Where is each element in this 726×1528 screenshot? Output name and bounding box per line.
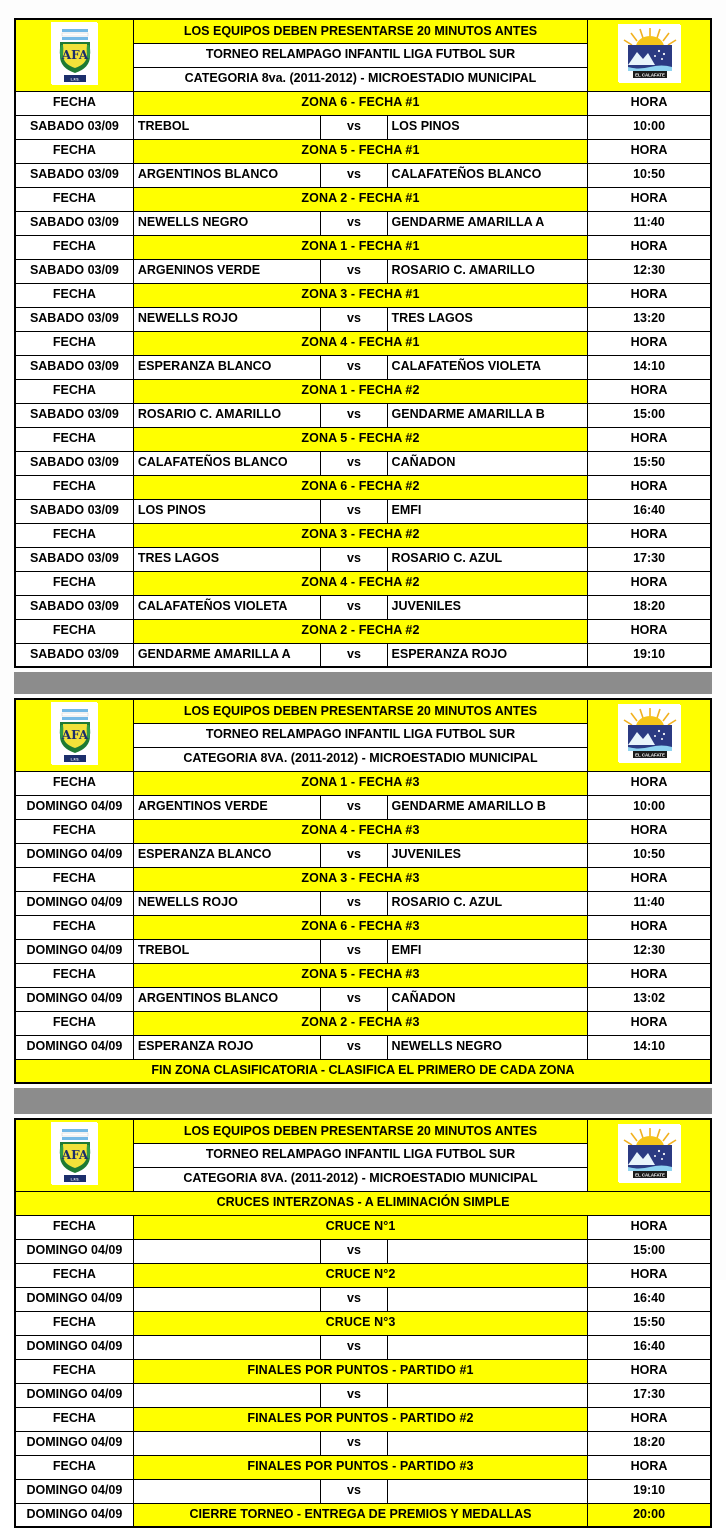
match-date: DOMINGO 04/09 bbox=[15, 1035, 133, 1059]
match-time: 17:30 bbox=[588, 1383, 711, 1407]
match-row bbox=[15, 547, 711, 571]
match-date: SABADO 03/09 bbox=[15, 403, 133, 427]
hora-column-label: HORA bbox=[588, 1263, 711, 1287]
match-date: SABADO 03/09 bbox=[15, 115, 133, 139]
zone-label: ZONA 4 - FECHA #3 bbox=[133, 819, 587, 843]
home-team: ARGENTINOS VERDE bbox=[133, 795, 321, 819]
qualifying-end-text: FIN ZONA CLASIFICATORIA - CLASIFICA EL PRIMERO DE CADA ZONA bbox=[15, 1059, 711, 1083]
match-row bbox=[15, 499, 711, 523]
match-time: 19:10 bbox=[588, 1479, 711, 1503]
svg-text:AFA: AFA bbox=[62, 728, 89, 743]
zone-label: ZONA 3 - FECHA #2 bbox=[133, 523, 587, 547]
table2-body bbox=[15, 699, 711, 771]
zone-label: FINALES POR PUNTOS - PARTIDO #3 bbox=[133, 1455, 587, 1479]
fecha-column-label: FECHA bbox=[15, 379, 133, 403]
afa-shield-icon bbox=[51, 1122, 97, 1184]
home-team: TREBOL bbox=[133, 939, 321, 963]
match-row bbox=[15, 163, 711, 187]
match-time: 15:00 bbox=[588, 403, 711, 427]
match-time: 14:10 bbox=[588, 355, 711, 379]
home-team: ARGENINOS VERDE bbox=[133, 259, 321, 283]
fecha-column-label: FECHA bbox=[15, 235, 133, 259]
fecha-column-label: FECHA bbox=[15, 139, 133, 163]
tournament-title: TORNEO RELAMPAGO INFANTIL LIGA FUTBOL SUR bbox=[133, 723, 587, 747]
match-row bbox=[15, 1383, 711, 1407]
calafate-logo-cell bbox=[588, 699, 711, 771]
hora-column-label: HORA bbox=[588, 331, 711, 355]
zone-label: ZONA 3 - FECHA #3 bbox=[133, 867, 587, 891]
svg-text:EL CALAFATE: EL CALAFATE bbox=[635, 1172, 665, 1178]
svg-text:EL CALAFATE: EL CALAFATE bbox=[635, 72, 665, 78]
home-team bbox=[133, 1239, 321, 1263]
fecha-column-label: FECHA bbox=[15, 619, 133, 643]
home-team: GENDARME AMARILLA A bbox=[133, 643, 321, 667]
afa-shield-icon bbox=[51, 22, 97, 84]
vs-label: vs bbox=[321, 115, 387, 139]
match-time: 18:20 bbox=[588, 595, 711, 619]
hora-column-label: HORA bbox=[588, 283, 711, 307]
match-time: 18:20 bbox=[588, 1431, 711, 1455]
away-team: EMFI bbox=[387, 499, 588, 523]
match-row bbox=[15, 1035, 711, 1059]
match-date: SABADO 03/09 bbox=[15, 499, 133, 523]
away-team: ESPERANZA ROJO bbox=[387, 643, 588, 667]
notice-text: LOS EQUIPOS DEBEN PRESENTARSE 20 MINUTOS ANTES bbox=[133, 1119, 587, 1143]
zone-label: CRUCE N°1 bbox=[133, 1215, 587, 1239]
vs-label: vs bbox=[321, 1383, 387, 1407]
zone-header-row bbox=[15, 771, 711, 795]
fecha-column-label: FECHA bbox=[15, 91, 133, 115]
tournament-subtitle: CATEGORIA 8VA. (2011-2012) - MICROESTADIO MUNICIPAL bbox=[133, 747, 587, 771]
match-row bbox=[15, 891, 711, 915]
match-date: DOMINGO 04/09 bbox=[15, 795, 133, 819]
away-team: CALAFATEÑOS VIOLETA bbox=[387, 355, 588, 379]
match-date: SABADO 03/09 bbox=[15, 355, 133, 379]
hora-column-label: HORA bbox=[588, 819, 711, 843]
match-row bbox=[15, 259, 711, 283]
vs-label: vs bbox=[321, 1035, 387, 1059]
away-team: GENDARME AMARILLA A bbox=[387, 211, 588, 235]
away-team: CAÑADON bbox=[387, 451, 588, 475]
home-team: LOS PINOS bbox=[133, 499, 321, 523]
away-team: ROSARIO C. AMARILLO bbox=[387, 259, 588, 283]
header-row-notice bbox=[15, 1119, 711, 1143]
match-time: 17:30 bbox=[588, 547, 711, 571]
zone-label: ZONA 4 - FECHA #2 bbox=[133, 571, 587, 595]
match-row bbox=[15, 843, 711, 867]
vs-label: vs bbox=[321, 499, 387, 523]
hora-column-label: HORA bbox=[588, 1359, 711, 1383]
hora-column-label: HORA bbox=[588, 475, 711, 499]
zone-header-row bbox=[15, 867, 711, 891]
away-team bbox=[387, 1287, 588, 1311]
zone-label: ZONA 5 - FECHA #1 bbox=[133, 139, 587, 163]
fecha-column-label: FECHA bbox=[15, 1311, 133, 1335]
match-time: 11:40 bbox=[588, 211, 711, 235]
match-date: DOMINGO 04/09 bbox=[15, 1335, 133, 1359]
svg-text:L.F.S.: L.F.S. bbox=[70, 757, 80, 762]
match-row bbox=[15, 355, 711, 379]
fecha-column-label: FECHA bbox=[15, 475, 133, 499]
match-row bbox=[15, 795, 711, 819]
vs-label: vs bbox=[321, 403, 387, 427]
vs-label: vs bbox=[321, 163, 387, 187]
calafate-logo-cell bbox=[588, 19, 711, 91]
away-team bbox=[387, 1383, 588, 1407]
zone-label: ZONA 6 - FECHA #3 bbox=[133, 915, 587, 939]
section-separator-2 bbox=[14, 1088, 712, 1114]
table3-body bbox=[15, 1119, 711, 1215]
hora-column-label: HORA bbox=[588, 771, 711, 795]
afa-logo-cell bbox=[15, 1119, 133, 1191]
vs-label: vs bbox=[321, 1335, 387, 1359]
zone-label: ZONA 1 - FECHA #1 bbox=[133, 235, 587, 259]
home-team: ARGENTINOS BLANCO bbox=[133, 163, 321, 187]
fecha-column-label: FECHA bbox=[15, 571, 133, 595]
home-team: TRES LAGOS bbox=[133, 547, 321, 571]
away-team: JUVENILES bbox=[387, 843, 588, 867]
vs-label: vs bbox=[321, 643, 387, 667]
home-team: CALAFATEÑOS BLANCO bbox=[133, 451, 321, 475]
zone-label: ZONA 6 - FECHA #2 bbox=[133, 475, 587, 499]
fecha-column-label: FECHA bbox=[15, 963, 133, 987]
zone-header-row bbox=[15, 427, 711, 451]
vs-label: vs bbox=[321, 595, 387, 619]
zone-header-row bbox=[15, 619, 711, 643]
zone-header-row bbox=[15, 379, 711, 403]
zone-header-row bbox=[15, 819, 711, 843]
svg-text:EL CALAFATE: EL CALAFATE bbox=[635, 752, 665, 758]
home-team: ARGENTINOS BLANCO bbox=[133, 987, 321, 1011]
zone-header-row bbox=[15, 1359, 711, 1383]
match-row bbox=[15, 1335, 711, 1359]
svg-text:AFA: AFA bbox=[62, 1148, 89, 1163]
schedule-table-knockout bbox=[14, 1118, 712, 1528]
zone-label: ZONA 5 - FECHA #3 bbox=[133, 963, 587, 987]
match-time: 14:10 bbox=[588, 1035, 711, 1059]
home-team bbox=[133, 1383, 321, 1407]
zone-header-row bbox=[15, 915, 711, 939]
svg-text:L.F.S.: L.F.S. bbox=[70, 77, 80, 82]
interzone-band-row bbox=[15, 1191, 711, 1215]
away-team: GENDARME AMARILLO B bbox=[387, 795, 588, 819]
match-date: SABADO 03/09 bbox=[15, 643, 133, 667]
home-team: NEWELLS ROJO bbox=[133, 307, 321, 331]
home-team: NEWELLS ROJO bbox=[133, 891, 321, 915]
zone-label: FINALES POR PUNTOS - PARTIDO #2 bbox=[133, 1407, 587, 1431]
match-row bbox=[15, 939, 711, 963]
afa-logo-cell bbox=[15, 699, 133, 771]
fecha-column-label: FECHA bbox=[15, 283, 133, 307]
table3-match-rows bbox=[15, 1215, 711, 1503]
home-team bbox=[133, 1479, 321, 1503]
match-row bbox=[15, 643, 711, 667]
away-team: ROSARIO C. AZUL bbox=[387, 547, 588, 571]
away-team: EMFI bbox=[387, 939, 588, 963]
calafate-logo-cell bbox=[588, 1119, 711, 1191]
away-team bbox=[387, 1239, 588, 1263]
zone-header-row bbox=[15, 187, 711, 211]
away-team bbox=[387, 1479, 588, 1503]
match-row bbox=[15, 1431, 711, 1455]
hora-column-label: HORA bbox=[588, 427, 711, 451]
hora-column-label: HORA bbox=[588, 571, 711, 595]
home-team: ESPERANZA BLANCO bbox=[133, 843, 321, 867]
fecha-column-label: FECHA bbox=[15, 187, 133, 211]
away-team: CAÑADON bbox=[387, 987, 588, 1011]
vs-label: vs bbox=[321, 1239, 387, 1263]
closing-date: DOMINGO 04/09 bbox=[15, 1503, 133, 1527]
notice-text: LOS EQUIPOS DEBEN PRESENTARSE 20 MINUTOS ANTES bbox=[133, 699, 587, 723]
home-team: CALAFATEÑOS VIOLETA bbox=[133, 595, 321, 619]
hora-column-label: HORA bbox=[588, 619, 711, 643]
away-team bbox=[387, 1335, 588, 1359]
match-time: 12:30 bbox=[588, 939, 711, 963]
hora-column-label: HORA bbox=[588, 139, 711, 163]
zone-label: ZONA 2 - FECHA #2 bbox=[133, 619, 587, 643]
hora-column-label: HORA bbox=[588, 867, 711, 891]
match-date: DOMINGO 04/09 bbox=[15, 987, 133, 1011]
closing-row bbox=[15, 1503, 711, 1527]
hora-column-label: HORA bbox=[588, 91, 711, 115]
fecha-column-label: FECHA bbox=[15, 427, 133, 451]
tournament-title: TORNEO RELAMPAGO INFANTIL LIGA FUTBOL SUR bbox=[133, 1143, 587, 1167]
zone-label: ZONA 3 - FECHA #1 bbox=[133, 283, 587, 307]
match-row bbox=[15, 1239, 711, 1263]
match-date: DOMINGO 04/09 bbox=[15, 1479, 133, 1503]
hora-column-label: HORA bbox=[588, 963, 711, 987]
fecha-column-label: FECHA bbox=[15, 915, 133, 939]
zone-header-row bbox=[15, 1311, 711, 1335]
fecha-column-label: FECHA bbox=[15, 1011, 133, 1035]
match-row bbox=[15, 451, 711, 475]
hora-column-label: HORA bbox=[588, 1407, 711, 1431]
zone-header-row bbox=[15, 91, 711, 115]
table1-body bbox=[15, 19, 711, 91]
qualifying-end-row bbox=[15, 1059, 711, 1083]
zone-header-row bbox=[15, 1011, 711, 1035]
fecha-column-label: FECHA bbox=[15, 1263, 133, 1287]
match-row bbox=[15, 403, 711, 427]
zone-label: CRUCE N°2 bbox=[133, 1263, 587, 1287]
away-team: JUVENILES bbox=[387, 595, 588, 619]
zone-label: FINALES POR PUNTOS - PARTIDO #1 bbox=[133, 1359, 587, 1383]
tournament-title: TORNEO RELAMPAGO INFANTIL LIGA FUTBOL SUR bbox=[133, 43, 587, 67]
zone-header-row bbox=[15, 963, 711, 987]
fecha-column-label: FECHA bbox=[15, 771, 133, 795]
match-time: 11:40 bbox=[588, 891, 711, 915]
zone-label: ZONA 4 - FECHA #1 bbox=[133, 331, 587, 355]
zone-header-row bbox=[15, 1215, 711, 1239]
match-row bbox=[15, 307, 711, 331]
match-date: DOMINGO 04/09 bbox=[15, 1239, 133, 1263]
zone-label: ZONA 2 - FECHA #3 bbox=[133, 1011, 587, 1035]
hora-column-label: HORA bbox=[588, 523, 711, 547]
match-date: DOMINGO 04/09 bbox=[15, 891, 133, 915]
away-team bbox=[387, 1431, 588, 1455]
home-team bbox=[133, 1431, 321, 1455]
schedule-table-sunday bbox=[14, 698, 712, 1084]
afa-shield-icon bbox=[51, 702, 97, 764]
vs-label: vs bbox=[321, 211, 387, 235]
match-time: 10:50 bbox=[588, 163, 711, 187]
vs-label: vs bbox=[321, 795, 387, 819]
match-date: DOMINGO 04/09 bbox=[15, 939, 133, 963]
match-time: 10:00 bbox=[588, 795, 711, 819]
vs-label: vs bbox=[321, 355, 387, 379]
match-date: SABADO 03/09 bbox=[15, 259, 133, 283]
zone-label: ZONA 2 - FECHA #1 bbox=[133, 187, 587, 211]
zone-label: ZONA 5 - FECHA #2 bbox=[133, 427, 587, 451]
zone-label: ZONA 6 - FECHA #1 bbox=[133, 91, 587, 115]
match-time: 13:20 bbox=[588, 307, 711, 331]
hora-column-label: HORA bbox=[588, 187, 711, 211]
fecha-column-label: FECHA bbox=[15, 1359, 133, 1383]
match-row bbox=[15, 115, 711, 139]
match-date: SABADO 03/09 bbox=[15, 163, 133, 187]
match-date: SABADO 03/09 bbox=[15, 211, 133, 235]
home-team: ROSARIO C. AMARILLO bbox=[133, 403, 321, 427]
match-time: 10:00 bbox=[588, 115, 711, 139]
match-date: DOMINGO 04/09 bbox=[15, 843, 133, 867]
table2-footer bbox=[15, 1059, 711, 1083]
svg-text:L.F.S.: L.F.S. bbox=[70, 1177, 80, 1182]
match-time: 16:40 bbox=[588, 1335, 711, 1359]
away-team: LOS PINOS bbox=[387, 115, 588, 139]
zone-header-row bbox=[15, 283, 711, 307]
fecha-column-label: FECHA bbox=[15, 523, 133, 547]
hora-column-label: 15:50 bbox=[588, 1311, 711, 1335]
zone-header-row bbox=[15, 571, 711, 595]
home-team: NEWELLS NEGRO bbox=[133, 211, 321, 235]
vs-label: vs bbox=[321, 843, 387, 867]
match-time: 10:50 bbox=[588, 843, 711, 867]
table3-closing bbox=[15, 1503, 711, 1527]
tournament-subtitle: CATEGORIA 8va. (2011-2012) - MICROESTADIO MUNICIPAL bbox=[133, 67, 587, 91]
zone-header-row bbox=[15, 235, 711, 259]
home-team: ESPERANZA ROJO bbox=[133, 1035, 321, 1059]
vs-label: vs bbox=[321, 939, 387, 963]
closing-text: CIERRE TORNEO - ENTREGA DE PREMIOS Y MEDALLAS bbox=[133, 1503, 587, 1527]
match-row bbox=[15, 595, 711, 619]
hora-column-label: HORA bbox=[588, 1455, 711, 1479]
home-team: ESPERANZA BLANCO bbox=[133, 355, 321, 379]
el-calafate-coat-of-arms-icon bbox=[618, 704, 680, 762]
away-team: NEWELLS NEGRO bbox=[387, 1035, 588, 1059]
zone-label: ZONA 1 - FECHA #3 bbox=[133, 771, 587, 795]
zone-label: CRUCE N°3 bbox=[133, 1311, 587, 1335]
zone-header-row bbox=[15, 331, 711, 355]
match-row bbox=[15, 987, 711, 1011]
zone-header-row bbox=[15, 1407, 711, 1431]
schedule-table-saturday bbox=[14, 18, 712, 668]
header-row-notice bbox=[15, 19, 711, 43]
fecha-column-label: FECHA bbox=[15, 1215, 133, 1239]
hora-column-label: HORA bbox=[588, 379, 711, 403]
svg-text:AFA: AFA bbox=[62, 48, 89, 63]
hora-column-label: HORA bbox=[588, 1215, 711, 1239]
match-time: 19:10 bbox=[588, 643, 711, 667]
away-team: CALAFATEÑOS BLANCO bbox=[387, 163, 588, 187]
match-date: DOMINGO 04/09 bbox=[15, 1287, 133, 1311]
match-time: 16:40 bbox=[588, 499, 711, 523]
home-team bbox=[133, 1335, 321, 1359]
fecha-column-label: FECHA bbox=[15, 1455, 133, 1479]
vs-label: vs bbox=[321, 259, 387, 283]
table1-match-rows bbox=[15, 91, 711, 667]
section-separator-1 bbox=[14, 672, 712, 694]
away-team: TRES LAGOS bbox=[387, 307, 588, 331]
fecha-column-label: FECHA bbox=[15, 331, 133, 355]
vs-label: vs bbox=[321, 1287, 387, 1311]
notice-text: LOS EQUIPOS DEBEN PRESENTARSE 20 MINUTOS ANTES bbox=[133, 19, 587, 43]
vs-label: vs bbox=[321, 307, 387, 331]
match-row bbox=[15, 1479, 711, 1503]
hora-column-label: HORA bbox=[588, 915, 711, 939]
zone-header-row bbox=[15, 139, 711, 163]
vs-label: vs bbox=[321, 987, 387, 1011]
home-team bbox=[133, 1287, 321, 1311]
hora-column-label: HORA bbox=[588, 235, 711, 259]
fecha-column-label: FECHA bbox=[15, 867, 133, 891]
header-row-notice bbox=[15, 699, 711, 723]
match-row bbox=[15, 211, 711, 235]
match-time: 16:40 bbox=[588, 1287, 711, 1311]
vs-label: vs bbox=[321, 1431, 387, 1455]
away-team: GENDARME AMARILLA B bbox=[387, 403, 588, 427]
match-time: 15:50 bbox=[588, 451, 711, 475]
match-row bbox=[15, 1287, 711, 1311]
zone-header-row bbox=[15, 475, 711, 499]
table2-match-rows bbox=[15, 771, 711, 1059]
vs-label: vs bbox=[321, 451, 387, 475]
match-date: SABADO 03/09 bbox=[15, 595, 133, 619]
zone-header-row bbox=[15, 523, 711, 547]
afa-logo-cell bbox=[15, 19, 133, 91]
el-calafate-coat-of-arms-icon bbox=[618, 24, 680, 82]
match-date: DOMINGO 04/09 bbox=[15, 1431, 133, 1455]
zone-label: ZONA 1 - FECHA #2 bbox=[133, 379, 587, 403]
hora-column-label: HORA bbox=[588, 1011, 711, 1035]
interzone-band-text: CRUCES INTERZONAS - A ELIMINACIÓN SIMPLE bbox=[15, 1191, 711, 1215]
closing-time: 20:00 bbox=[588, 1503, 711, 1527]
match-time: 12:30 bbox=[588, 259, 711, 283]
match-date: DOMINGO 04/09 bbox=[15, 1383, 133, 1407]
match-date: SABADO 03/09 bbox=[15, 547, 133, 571]
zone-header-row bbox=[15, 1455, 711, 1479]
match-date: SABADO 03/09 bbox=[15, 451, 133, 475]
match-time: 15:00 bbox=[588, 1239, 711, 1263]
home-team: TREBOL bbox=[133, 115, 321, 139]
match-time: 13:02 bbox=[588, 987, 711, 1011]
away-team: ROSARIO C. AZUL bbox=[387, 891, 588, 915]
vs-label: vs bbox=[321, 891, 387, 915]
match-date: SABADO 03/09 bbox=[15, 307, 133, 331]
tournament-subtitle: CATEGORIA 8VA. (2011-2012) - MICROESTADIO MUNICIPAL bbox=[133, 1167, 587, 1191]
vs-label: vs bbox=[321, 547, 387, 571]
fecha-column-label: FECHA bbox=[15, 819, 133, 843]
fecha-column-label: FECHA bbox=[15, 1407, 133, 1431]
vs-label: vs bbox=[321, 1479, 387, 1503]
el-calafate-coat-of-arms-icon bbox=[618, 1124, 680, 1182]
zone-header-row bbox=[15, 1263, 711, 1287]
